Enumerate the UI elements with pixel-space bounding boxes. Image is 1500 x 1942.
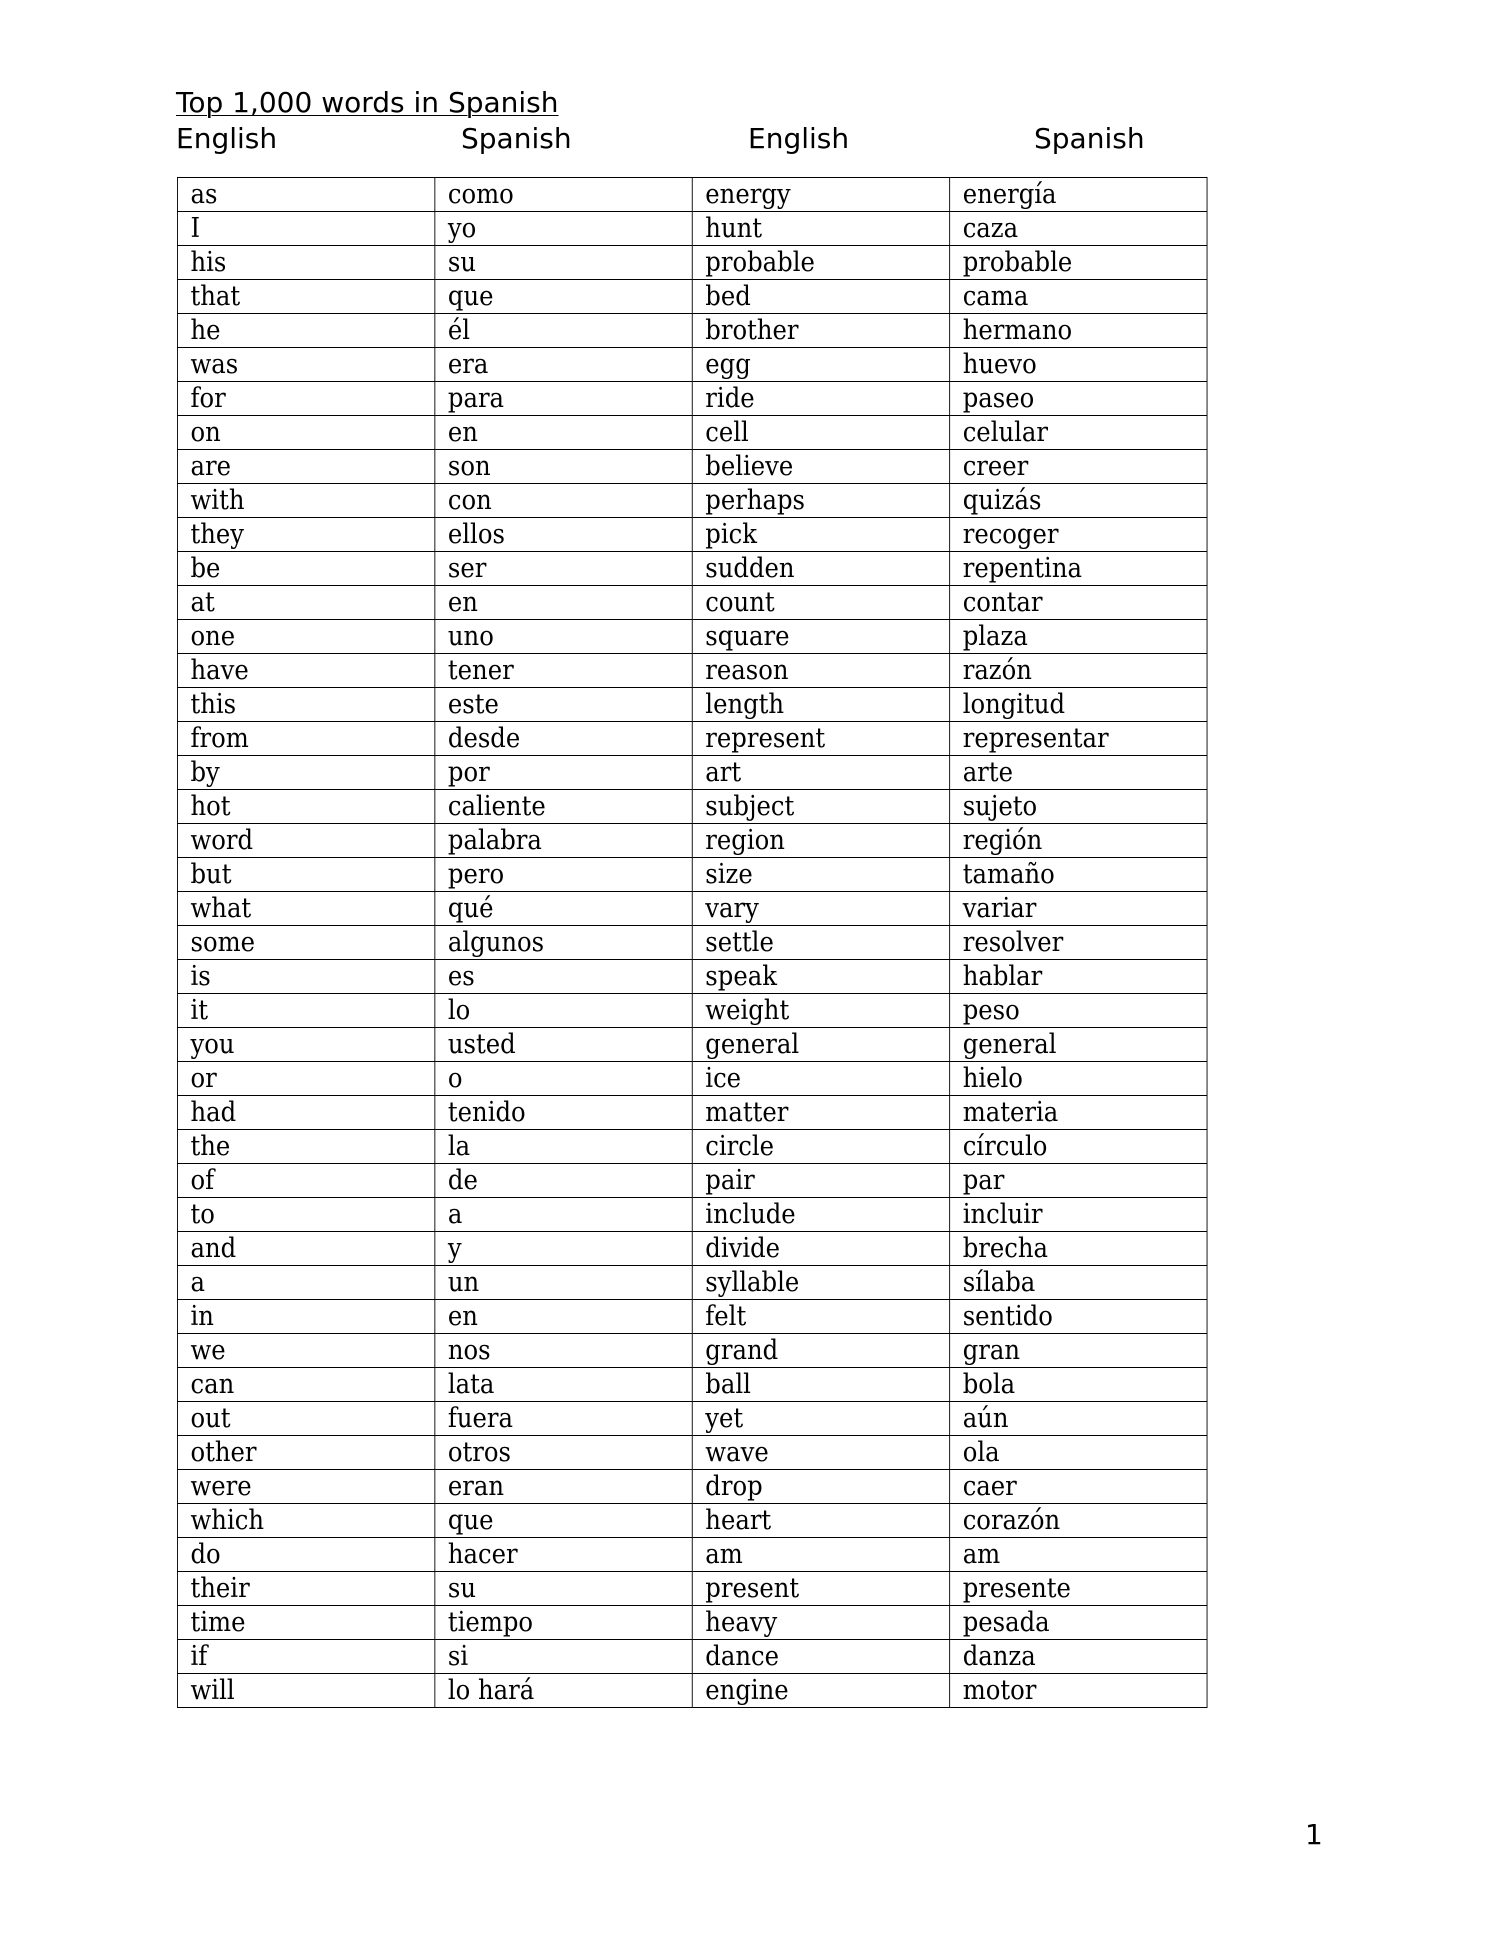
spanish-word-cell: qué xyxy=(435,892,692,926)
english-word-cell: at xyxy=(177,586,434,620)
english-word-cell: of xyxy=(177,1164,434,1198)
table-row xyxy=(177,654,1207,688)
spanish-word-cell: huevo xyxy=(950,348,1207,382)
spanish-word-cell: energía xyxy=(950,178,1207,212)
spanish-word-cell: brecha xyxy=(950,1232,1207,1266)
english-word-cell: sudden xyxy=(692,552,949,586)
page-number: 1 xyxy=(1305,1818,1323,1851)
english-word-cell: matter xyxy=(692,1096,949,1130)
english-word-cell: art xyxy=(692,756,949,790)
english-word-cell: had xyxy=(177,1096,434,1130)
spanish-word-cell: como xyxy=(435,178,692,212)
spanish-word-cell: un xyxy=(435,1266,692,1300)
english-word-cell: some xyxy=(177,926,434,960)
english-word-cell: will xyxy=(177,1674,434,1708)
english-word-cell: time xyxy=(177,1606,434,1640)
vocabulary-table-body xyxy=(177,178,1207,1708)
english-word-cell: vary xyxy=(692,892,949,926)
english-word-cell: it xyxy=(177,994,434,1028)
spanish-word-cell: materia xyxy=(950,1096,1207,1130)
table-row xyxy=(177,1368,1207,1402)
english-word-cell: can xyxy=(177,1368,434,1402)
spanish-word-cell: corazón xyxy=(950,1504,1207,1538)
spanish-word-cell: caliente xyxy=(435,790,692,824)
spanish-word-cell: a xyxy=(435,1198,692,1232)
table-row xyxy=(177,756,1207,790)
table-row xyxy=(177,1164,1207,1198)
english-word-cell: their xyxy=(177,1572,434,1606)
spanish-word-cell: cama xyxy=(950,280,1207,314)
spanish-word-cell: yo xyxy=(435,212,692,246)
spanish-word-cell: variar xyxy=(950,892,1207,926)
spanish-word-cell: lata xyxy=(435,1368,692,1402)
table-row xyxy=(177,416,1207,450)
english-word-cell: if xyxy=(177,1640,434,1674)
table-row xyxy=(177,960,1207,994)
spanish-word-cell: desde xyxy=(435,722,692,756)
spanish-word-cell: resolver xyxy=(950,926,1207,960)
spanish-word-cell: representar xyxy=(950,722,1207,756)
spanish-word-cell: la xyxy=(435,1130,692,1164)
table-row xyxy=(177,1334,1207,1368)
english-word-cell: you xyxy=(177,1028,434,1062)
table-row xyxy=(177,1538,1207,1572)
english-word-cell: word xyxy=(177,824,434,858)
english-word-cell: settle xyxy=(692,926,949,960)
spanish-word-cell: hermano xyxy=(950,314,1207,348)
spanish-word-cell: arte xyxy=(950,756,1207,790)
english-word-cell: the xyxy=(177,1130,434,1164)
spanish-word-cell: su xyxy=(435,246,692,280)
english-word-cell: as xyxy=(177,178,434,212)
spanish-word-cell: caer xyxy=(950,1470,1207,1504)
english-word-cell: region xyxy=(692,824,949,858)
spanish-word-cell: círculo xyxy=(950,1130,1207,1164)
english-word-cell: have xyxy=(177,654,434,688)
english-word-cell: is xyxy=(177,960,434,994)
english-word-cell: speak xyxy=(692,960,949,994)
table-row xyxy=(177,1436,1207,1470)
english-word-cell: heart xyxy=(692,1504,949,1538)
spanish-word-cell: paseo xyxy=(950,382,1207,416)
spanish-word-cell: incluir xyxy=(950,1198,1207,1232)
table-row xyxy=(177,824,1207,858)
table-row xyxy=(177,1300,1207,1334)
spanish-word-cell: en xyxy=(435,586,692,620)
spanish-word-cell: peso xyxy=(950,994,1207,1028)
table-row xyxy=(177,1028,1207,1062)
english-word-cell: by xyxy=(177,756,434,790)
english-word-cell: one xyxy=(177,620,434,654)
english-word-cell: from xyxy=(177,722,434,756)
english-word-cell: his xyxy=(177,246,434,280)
english-word-cell: circle xyxy=(692,1130,949,1164)
table-row xyxy=(177,1504,1207,1538)
english-word-cell: ice xyxy=(692,1062,949,1096)
english-word-cell: count xyxy=(692,586,949,620)
table-row xyxy=(177,926,1207,960)
spanish-word-cell: aún xyxy=(950,1402,1207,1436)
spanish-word-cell: motor xyxy=(950,1674,1207,1708)
spanish-word-cell: otros xyxy=(435,1436,692,1470)
english-word-cell: in xyxy=(177,1300,434,1334)
table-row xyxy=(177,1130,1207,1164)
english-word-cell: ride xyxy=(692,382,949,416)
table-row xyxy=(177,518,1207,552)
spanish-word-cell: ola xyxy=(950,1436,1207,1470)
english-word-cell: represent xyxy=(692,722,949,756)
english-word-cell: and xyxy=(177,1232,434,1266)
spanish-word-cell: que xyxy=(435,1504,692,1538)
spanish-word-cell: por xyxy=(435,756,692,790)
spanish-word-cell: presente xyxy=(950,1572,1207,1606)
spanish-word-cell: él xyxy=(435,314,692,348)
spanish-word-cell: hacer xyxy=(435,1538,692,1572)
spanish-word-cell: o xyxy=(435,1062,692,1096)
english-word-cell: believe xyxy=(692,450,949,484)
english-word-cell: we xyxy=(177,1334,434,1368)
table-row xyxy=(177,722,1207,756)
english-word-cell: this xyxy=(177,688,434,722)
english-word-cell: do xyxy=(177,1538,434,1572)
page-title: Top 1,000 words in Spanish xyxy=(176,86,559,119)
spanish-word-cell: ellos xyxy=(435,518,692,552)
column-header-spanish-1: Spanish xyxy=(461,122,572,155)
table-row xyxy=(177,1402,1207,1436)
spanish-word-cell: plaza xyxy=(950,620,1207,654)
english-word-cell: what xyxy=(177,892,434,926)
english-word-cell: length xyxy=(692,688,949,722)
spanish-word-cell: caza xyxy=(950,212,1207,246)
spanish-word-cell: am xyxy=(950,1538,1207,1572)
english-word-cell: general xyxy=(692,1028,949,1062)
english-word-cell: ball xyxy=(692,1368,949,1402)
spanish-word-cell: pero xyxy=(435,858,692,892)
spanish-word-cell: tener xyxy=(435,654,692,688)
column-header-english-2: English xyxy=(748,122,850,155)
spanish-word-cell: fuera xyxy=(435,1402,692,1436)
spanish-word-cell: región xyxy=(950,824,1207,858)
spanish-word-cell: tamaño xyxy=(950,858,1207,892)
table-row xyxy=(177,382,1207,416)
english-word-cell: they xyxy=(177,518,434,552)
english-word-cell: are xyxy=(177,450,434,484)
spanish-word-cell: longitud xyxy=(950,688,1207,722)
english-word-cell: energy xyxy=(692,178,949,212)
table-row xyxy=(177,1062,1207,1096)
column-header-spanish-2: Spanish xyxy=(1034,122,1145,155)
english-word-cell: felt xyxy=(692,1300,949,1334)
english-word-cell: he xyxy=(177,314,434,348)
english-word-cell: cell xyxy=(692,416,949,450)
english-word-cell: a xyxy=(177,1266,434,1300)
english-word-cell: brother xyxy=(692,314,949,348)
english-word-cell: divide xyxy=(692,1232,949,1266)
english-word-cell: hunt xyxy=(692,212,949,246)
table-row xyxy=(177,1470,1207,1504)
table-row xyxy=(177,280,1207,314)
table-row xyxy=(177,892,1207,926)
table-row xyxy=(177,314,1207,348)
english-word-cell: yet xyxy=(692,1402,949,1436)
english-word-cell: that xyxy=(177,280,434,314)
spanish-word-cell: gran xyxy=(950,1334,1207,1368)
english-word-cell: bed xyxy=(692,280,949,314)
table-row xyxy=(177,994,1207,1028)
spanish-word-cell: danza xyxy=(950,1640,1207,1674)
spanish-word-cell: tenido xyxy=(435,1096,692,1130)
spanish-word-cell: para xyxy=(435,382,692,416)
table-row xyxy=(177,348,1207,382)
spanish-word-cell: nos xyxy=(435,1334,692,1368)
spanish-word-cell: si xyxy=(435,1640,692,1674)
table-row xyxy=(177,1674,1207,1708)
spanish-word-cell: este xyxy=(435,688,692,722)
english-word-cell: probable xyxy=(692,246,949,280)
spanish-word-cell: su xyxy=(435,1572,692,1606)
vocabulary-table xyxy=(177,177,1208,1708)
english-word-cell: am xyxy=(692,1538,949,1572)
spanish-word-cell: razón xyxy=(950,654,1207,688)
spanish-word-cell: hablar xyxy=(950,960,1207,994)
english-word-cell: I xyxy=(177,212,434,246)
english-word-cell: pair xyxy=(692,1164,949,1198)
english-word-cell: size xyxy=(692,858,949,892)
spanish-word-cell: recoger xyxy=(950,518,1207,552)
spanish-word-cell: repentina xyxy=(950,552,1207,586)
english-word-cell: drop xyxy=(692,1470,949,1504)
table-row xyxy=(177,858,1207,892)
table-row xyxy=(177,1572,1207,1606)
spanish-word-cell: de xyxy=(435,1164,692,1198)
table-row xyxy=(177,1606,1207,1640)
spanish-word-cell: sílaba xyxy=(950,1266,1207,1300)
spanish-word-cell: general xyxy=(950,1028,1207,1062)
english-word-cell: pick xyxy=(692,518,949,552)
english-word-cell: dance xyxy=(692,1640,949,1674)
english-word-cell: was xyxy=(177,348,434,382)
english-word-cell: for xyxy=(177,382,434,416)
table-row xyxy=(177,178,1207,212)
english-word-cell: weight xyxy=(692,994,949,1028)
spanish-word-cell: son xyxy=(435,450,692,484)
spanish-word-cell: sentido xyxy=(950,1300,1207,1334)
spanish-word-cell: probable xyxy=(950,246,1207,280)
column-header-english-1: English xyxy=(176,122,278,155)
english-word-cell: with xyxy=(177,484,434,518)
english-word-cell: to xyxy=(177,1198,434,1232)
spanish-word-cell: creer xyxy=(950,450,1207,484)
table-row xyxy=(177,688,1207,722)
spanish-word-cell: con xyxy=(435,484,692,518)
english-word-cell: wave xyxy=(692,1436,949,1470)
table-row xyxy=(177,1198,1207,1232)
spanish-word-cell: lo hará xyxy=(435,1674,692,1708)
english-word-cell: include xyxy=(692,1198,949,1232)
table-row xyxy=(177,552,1207,586)
english-word-cell: square xyxy=(692,620,949,654)
english-word-cell: be xyxy=(177,552,434,586)
spanish-word-cell: que xyxy=(435,280,692,314)
spanish-word-cell: sujeto xyxy=(950,790,1207,824)
english-word-cell: which xyxy=(177,1504,434,1538)
english-word-cell: other xyxy=(177,1436,434,1470)
english-word-cell: subject xyxy=(692,790,949,824)
spanish-word-cell: usted xyxy=(435,1028,692,1062)
spanish-word-cell: par xyxy=(950,1164,1207,1198)
english-word-cell: present xyxy=(692,1572,949,1606)
english-word-cell: syllable xyxy=(692,1266,949,1300)
spanish-word-cell: palabra xyxy=(435,824,692,858)
column-headers xyxy=(176,121,1326,157)
english-word-cell: perhaps xyxy=(692,484,949,518)
spanish-word-cell: contar xyxy=(950,586,1207,620)
spanish-word-cell: en xyxy=(435,416,692,450)
english-word-cell: were xyxy=(177,1470,434,1504)
english-word-cell: on xyxy=(177,416,434,450)
spanish-word-cell: en xyxy=(435,1300,692,1334)
english-word-cell: out xyxy=(177,1402,434,1436)
table-row xyxy=(177,246,1207,280)
english-word-cell: engine xyxy=(692,1674,949,1708)
spanish-word-cell: hielo xyxy=(950,1062,1207,1096)
table-row xyxy=(177,1232,1207,1266)
spanish-word-cell: lo xyxy=(435,994,692,1028)
spanish-word-cell: eran xyxy=(435,1470,692,1504)
spanish-word-cell: celular xyxy=(950,416,1207,450)
spanish-word-cell: ser xyxy=(435,552,692,586)
table-row xyxy=(177,1640,1207,1674)
table-row xyxy=(177,790,1207,824)
spanish-word-cell: pesada xyxy=(950,1606,1207,1640)
table-row xyxy=(177,1096,1207,1130)
spanish-word-cell: era xyxy=(435,348,692,382)
table-row xyxy=(177,586,1207,620)
english-word-cell: egg xyxy=(692,348,949,382)
english-word-cell: grand xyxy=(692,1334,949,1368)
table-row xyxy=(177,484,1207,518)
english-word-cell: heavy xyxy=(692,1606,949,1640)
spanish-word-cell: y xyxy=(435,1232,692,1266)
table-row xyxy=(177,620,1207,654)
english-word-cell: hot xyxy=(177,790,434,824)
table-row xyxy=(177,212,1207,246)
table-row xyxy=(177,450,1207,484)
english-word-cell: reason xyxy=(692,654,949,688)
spanish-word-cell: quizás xyxy=(950,484,1207,518)
english-word-cell: but xyxy=(177,858,434,892)
spanish-word-cell: bola xyxy=(950,1368,1207,1402)
spanish-word-cell: algunos xyxy=(435,926,692,960)
table-row xyxy=(177,1266,1207,1300)
spanish-word-cell: tiempo xyxy=(435,1606,692,1640)
spanish-word-cell: es xyxy=(435,960,692,994)
english-word-cell: or xyxy=(177,1062,434,1096)
spanish-word-cell: uno xyxy=(435,620,692,654)
